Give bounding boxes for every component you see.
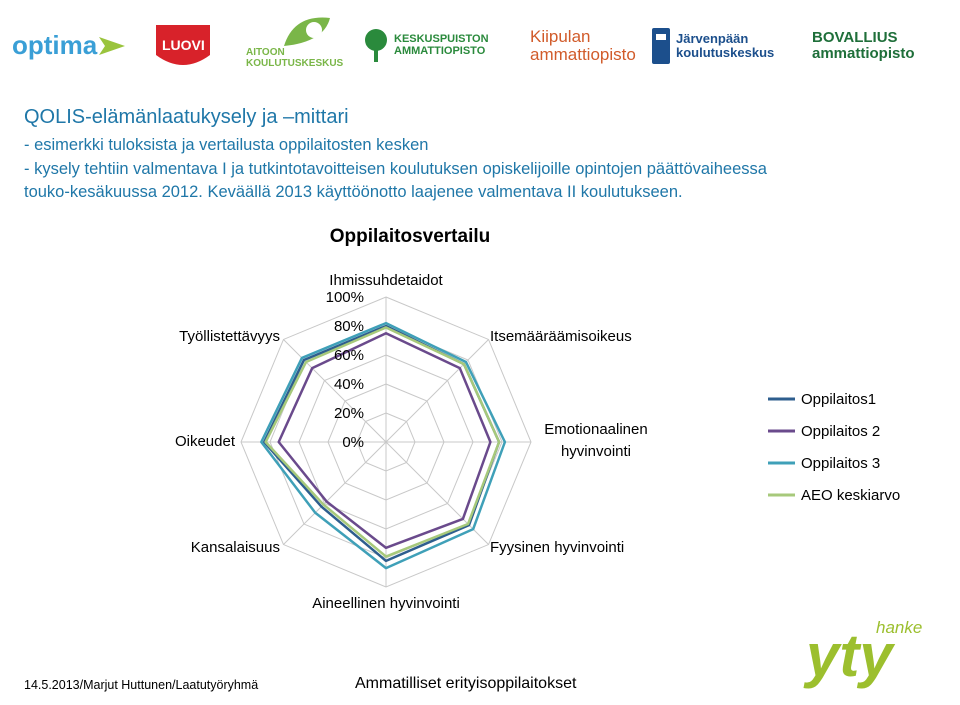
chart-title: Oppilaitosvertailu: [329, 226, 491, 247]
axis-label: Fyysinen hyvinvointi: [490, 539, 625, 556]
subtitle-line-3: touko-kesäkuussa 2012. Keväällä 2013 käyttöönotto laajenee valmentava II koulutukseen.: [24, 183, 683, 201]
legend-label: Oppilaitos1: [801, 391, 877, 408]
radar-ticks: [326, 289, 364, 451]
bovallius-logo-text: BOVALLIUS ammattiopisto: [812, 29, 915, 62]
yty-hanke-text: hanke: [876, 618, 923, 637]
jarvenpaan-logo-text: Järvenpään koulutuskeskus: [676, 31, 775, 60]
axis-label: Kansalaisuus: [190, 539, 280, 556]
kiipulan-logo-text: Kiipulan ammattiopisto: [530, 27, 636, 64]
legend-label: Oppilaitos 2: [801, 423, 881, 440]
yty-logo: [806, 618, 946, 698]
footer-organization: Ammatilliset erityisoppilaitokset: [355, 675, 577, 692]
legend-label: AEO keskiarvo: [801, 487, 901, 504]
subtitle-line-1: - esimerkki tuloksista ja vertailusta oppilaitosten kesken: [24, 136, 429, 154]
radar-grid: [241, 297, 531, 587]
yty-word-text: yty: [806, 622, 893, 689]
axis-label: Aineellinen hyvinvointi: [312, 595, 460, 612]
tick-label: 0%: [342, 434, 364, 451]
optima-logo-text: optima: [12, 30, 98, 61]
tick-label: 40%: [333, 376, 364, 393]
chart-legend: [768, 391, 900, 504]
page-title: QOLIS-elämänlaatukysely ja –mittari: [24, 106, 349, 128]
luovi-logo-text: LUOVI: [162, 37, 205, 53]
axis-label: Ihmissuhdetaidot: [329, 272, 443, 289]
tick-label: 100%: [325, 289, 364, 306]
tick-label: 60%: [333, 347, 364, 364]
keskuspuiston-logo-text: KESKUSPUISTON AMMATTIOPISTO: [394, 33, 489, 57]
aitoon-logo-text: AITOON KOULUTUSKESKUS: [246, 47, 344, 69]
legend-label: Oppilaitos 3: [801, 455, 881, 472]
footer-credit: 14.5.2013/Marjut Huttunen/Laatutyöryhmä: [24, 678, 259, 692]
axis-label: Itsemääräämisoikeus: [490, 328, 632, 345]
tick-label: 20%: [333, 405, 364, 422]
axis-label: Työllistettävyys: [179, 328, 280, 345]
axis-label: Oikeudet: [174, 433, 235, 450]
subtitle-line-2: - kysely tehtiin valmentava I ja tutkintotavoitteisen koulutuksen opiskelijoille opintojen päättövaiheessa: [24, 160, 767, 178]
tick-label: 80%: [333, 318, 364, 335]
axis-label: Emotionaalinen hyvinvointi: [544, 421, 648, 460]
